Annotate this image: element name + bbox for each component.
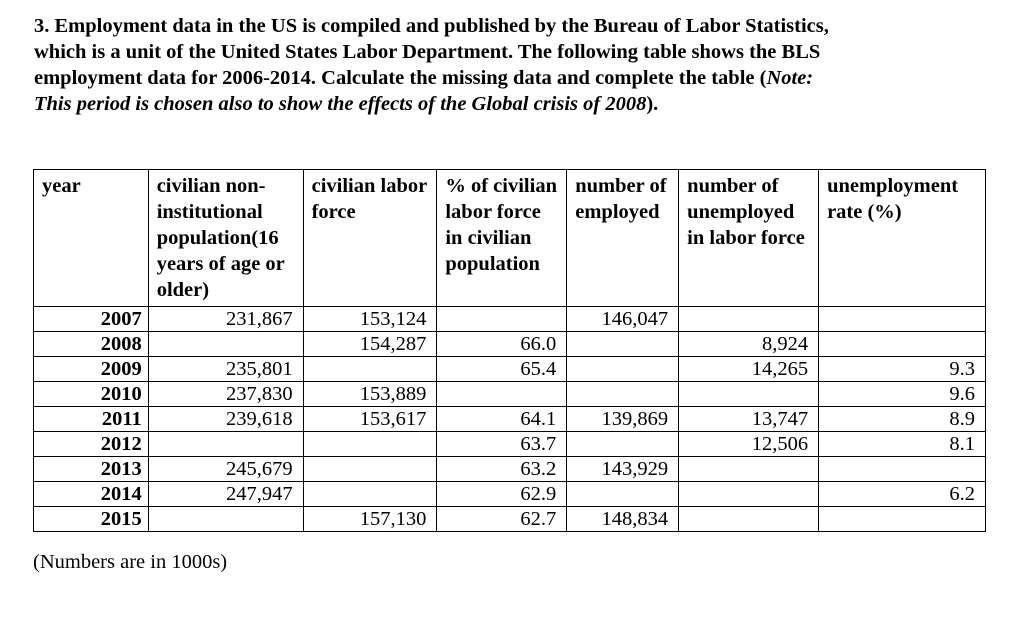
- cell-year: 2008: [34, 332, 149, 357]
- header-employed: number of employed: [567, 170, 679, 307]
- cell-labor-force: 157,130: [303, 507, 437, 532]
- header-population: civilian non-institutional population(16 years of age or older): [148, 170, 303, 307]
- header-year: year: [34, 170, 149, 307]
- cell-employed: [567, 432, 679, 457]
- cell-labor-force: [303, 432, 437, 457]
- cell-labor-force: 153,124: [303, 307, 437, 332]
- cell-year: 2013: [34, 457, 149, 482]
- cell-year: 2015: [34, 507, 149, 532]
- cell-participation: 63.7: [437, 432, 567, 457]
- table-row: [34, 507, 986, 532]
- cell-population: [148, 507, 303, 532]
- cell-unemployment-rate: [819, 307, 986, 332]
- header-unemployed: number of unemployed in labor force: [679, 170, 819, 307]
- cell-year: 2010: [34, 382, 149, 407]
- cell-unemployment-rate: 9.3: [819, 357, 986, 382]
- cell-unemployment-rate: [819, 507, 986, 532]
- cell-unemployed: [679, 457, 819, 482]
- cell-population: [148, 432, 303, 457]
- cell-employed: 148,834: [567, 507, 679, 532]
- cell-employed: [567, 482, 679, 507]
- cell-labor-force: 153,617: [303, 407, 437, 432]
- question-closing: ).: [646, 93, 659, 115]
- cell-population: 245,679: [148, 457, 303, 482]
- question-intro: 3. Employment data in the US is compiled and published by the Bureau of Labor Statistics, which is a unit of the United States Labor Department. The following table shows the BLS employment data for 2006-2014. Calculate the missing data and complete the table (: [34, 15, 829, 89]
- question-text: [34, 13, 834, 117]
- question-note: Note: This period is chosen also to show the effects of the Global crisis of 2008: [34, 67, 814, 115]
- cell-unemployed: [679, 382, 819, 407]
- cell-participation: 65.4: [437, 357, 567, 382]
- cell-year: 2009: [34, 357, 149, 382]
- cell-year: 2011: [34, 407, 149, 432]
- table-row: [34, 357, 986, 382]
- cell-participation: 62.7: [437, 507, 567, 532]
- cell-employed: 146,047: [567, 307, 679, 332]
- cell-participation: [437, 382, 567, 407]
- footnote: (Numbers are in 1000s): [33, 551, 228, 573]
- cell-unemployment-rate: [819, 457, 986, 482]
- cell-year: 2012: [34, 432, 149, 457]
- cell-employed: 139,869: [567, 407, 679, 432]
- cell-unemployment-rate: [819, 332, 986, 357]
- header-row: [34, 170, 986, 307]
- cell-population: 247,947: [148, 482, 303, 507]
- cell-unemployed: 8,924: [679, 332, 819, 357]
- cell-unemployed: [679, 507, 819, 532]
- cell-unemployed: [679, 482, 819, 507]
- cell-participation: 64.1: [437, 407, 567, 432]
- cell-unemployment-rate: 8.9: [819, 407, 986, 432]
- cell-participation: 66.0: [437, 332, 567, 357]
- header-unemployment-rate: unemployment rate (%): [819, 170, 986, 307]
- cell-unemployed: 12,506: [679, 432, 819, 457]
- cell-employed: [567, 382, 679, 407]
- cell-participation: 63.2: [437, 457, 567, 482]
- cell-labor-force: [303, 357, 437, 382]
- cell-labor-force: 153,889: [303, 382, 437, 407]
- cell-unemployed: [679, 307, 819, 332]
- cell-unemployment-rate: 8.1: [819, 432, 986, 457]
- cell-year: 2007: [34, 307, 149, 332]
- cell-employed: 143,929: [567, 457, 679, 482]
- cell-population: 237,830: [148, 382, 303, 407]
- cell-unemployed: 14,265: [679, 357, 819, 382]
- cell-labor-force: [303, 457, 437, 482]
- table-row: [34, 457, 986, 482]
- table-row: [34, 332, 986, 357]
- cell-labor-force: 154,287: [303, 332, 437, 357]
- employment-table: [33, 169, 986, 532]
- cell-unemployment-rate: 6.2: [819, 482, 986, 507]
- cell-labor-force: [303, 482, 437, 507]
- table-row: [34, 482, 986, 507]
- table-row: [34, 432, 986, 457]
- cell-employed: [567, 357, 679, 382]
- table-row: [34, 307, 986, 332]
- cell-participation: [437, 307, 567, 332]
- cell-year: 2014: [34, 482, 149, 507]
- cell-population: 231,867: [148, 307, 303, 332]
- header-participation: % of civilian labor force in civilian population: [437, 170, 567, 307]
- table-row: [34, 407, 986, 432]
- cell-population: 235,801: [148, 357, 303, 382]
- cell-population: 239,618: [148, 407, 303, 432]
- cell-employed: [567, 332, 679, 357]
- cell-unemployment-rate: 9.6: [819, 382, 986, 407]
- cell-population: [148, 332, 303, 357]
- header-labor-force: civilian labor force: [303, 170, 437, 307]
- cell-participation: 62.9: [437, 482, 567, 507]
- cell-unemployed: 13,747: [679, 407, 819, 432]
- table-row: [34, 382, 986, 407]
